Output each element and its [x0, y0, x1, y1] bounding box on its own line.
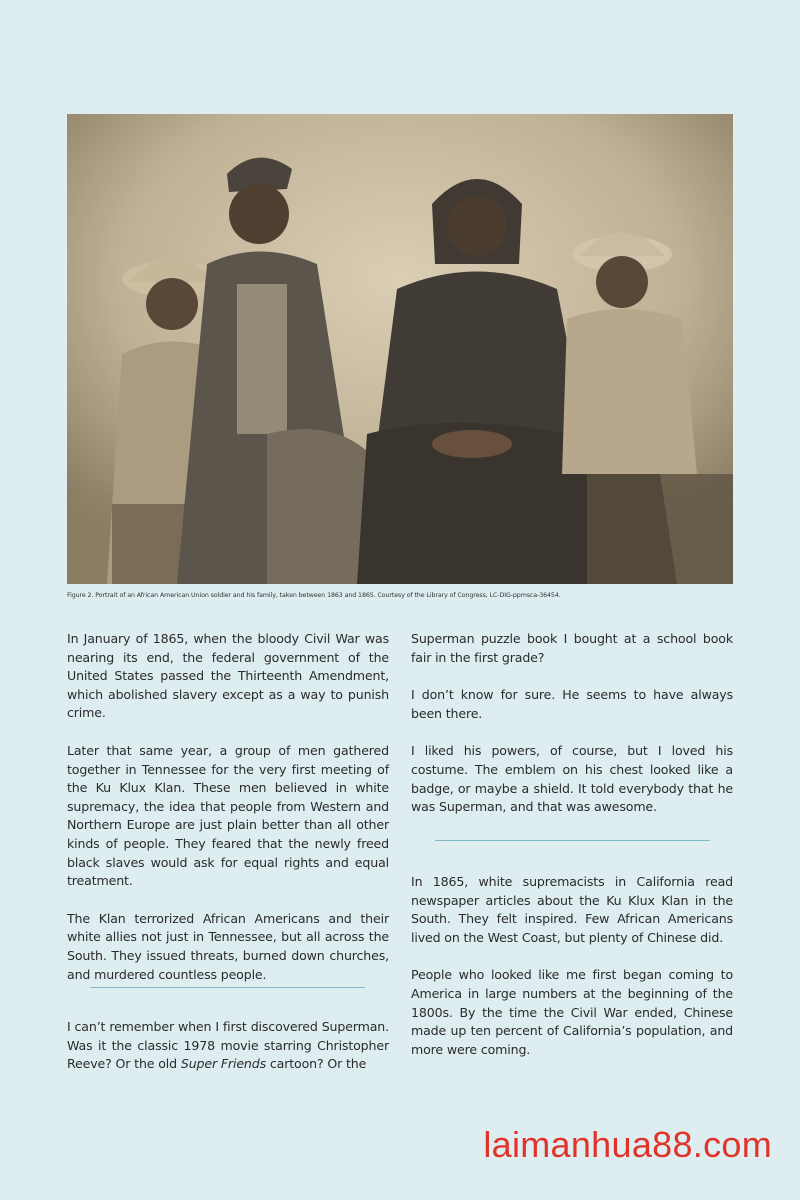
paragraph-superman-discovery — [67, 1018, 389, 1074]
family-portrait-photo — [67, 114, 733, 584]
super-friends-title: Super Friends — [180, 1056, 266, 1072]
paragraph-klan-terror: The Klan terrorized African Americans and their white allies not just in Tennessee, but all across the South. They issued threats, burned down churches, and murdered countless people. — [67, 910, 389, 982]
paragraph-puzzle-book: Superman puzzle book I bought at a school book fair in the first grade? — [411, 631, 733, 665]
left-column — [67, 630, 389, 1003]
right-column-lower — [411, 873, 733, 1078]
section-divider-left — [90, 987, 365, 988]
figure-caption: Figure 2. Portrait of an African American Union soldier and his family, taken between 1863 and 1865. Courtesy of the Library of Congress, LC-DIG-ppmsca-36454. — [67, 592, 561, 599]
superman-text-part2: cartoon? Or the — [266, 1056, 367, 1072]
right-column — [411, 630, 733, 836]
paragraph-always-there: I don’t know for sure. He seems to have always been there. — [411, 687, 733, 721]
paragraph-costume: I liked his powers, of course, but I loved his costume. The emblem on his chest looked like a badge, or maybe a shield. It told everybody that he was Superman, and that was awesome. — [411, 743, 733, 815]
paragraph-thirteenth-amendment: In January of 1865, when the bloody Civil War was nearing its end, the federal government of the United States passed the Thirteenth Amendment, which abolished slavery except as a way to punish crime. — [67, 631, 389, 721]
photo-illustration — [67, 114, 733, 584]
paragraph-chinese-immigration: People who looked like me first began coming to America in large numbers at the beginning of the 1800s. By the time the Civil War ended, Chinese made up ten percent of California’s population, and more were coming. — [411, 967, 733, 1057]
paragraph-klan-founding: Later that same year, a group of men gathered together in Tennessee for the very first meeting of the Ku Klux Klan. These men believed in white supremacy, the idea that people from Western and Northern Europe are just plain better than all other kinds of people. They feared that the newly freed black slaves would ask for equal rights and equal treatment. — [67, 742, 389, 889]
left-column-lower — [67, 1018, 389, 1093]
section-divider-right — [435, 840, 710, 841]
paragraph-california-supremacists: In 1865, white supremacists in California read newspaper articles about the Ku Klux Klan in the South. They felt inspired. Few African Americans lived on the West Coast, but plenty of Chinese did. — [411, 874, 733, 945]
superman-text-part1: I can’t remember when I first discovered Superman. Was it the classic 1978 movie starring Christopher Reeve? Or the old — [67, 1019, 389, 1072]
watermark-text: laimanhua88.com — [483, 1124, 772, 1165]
